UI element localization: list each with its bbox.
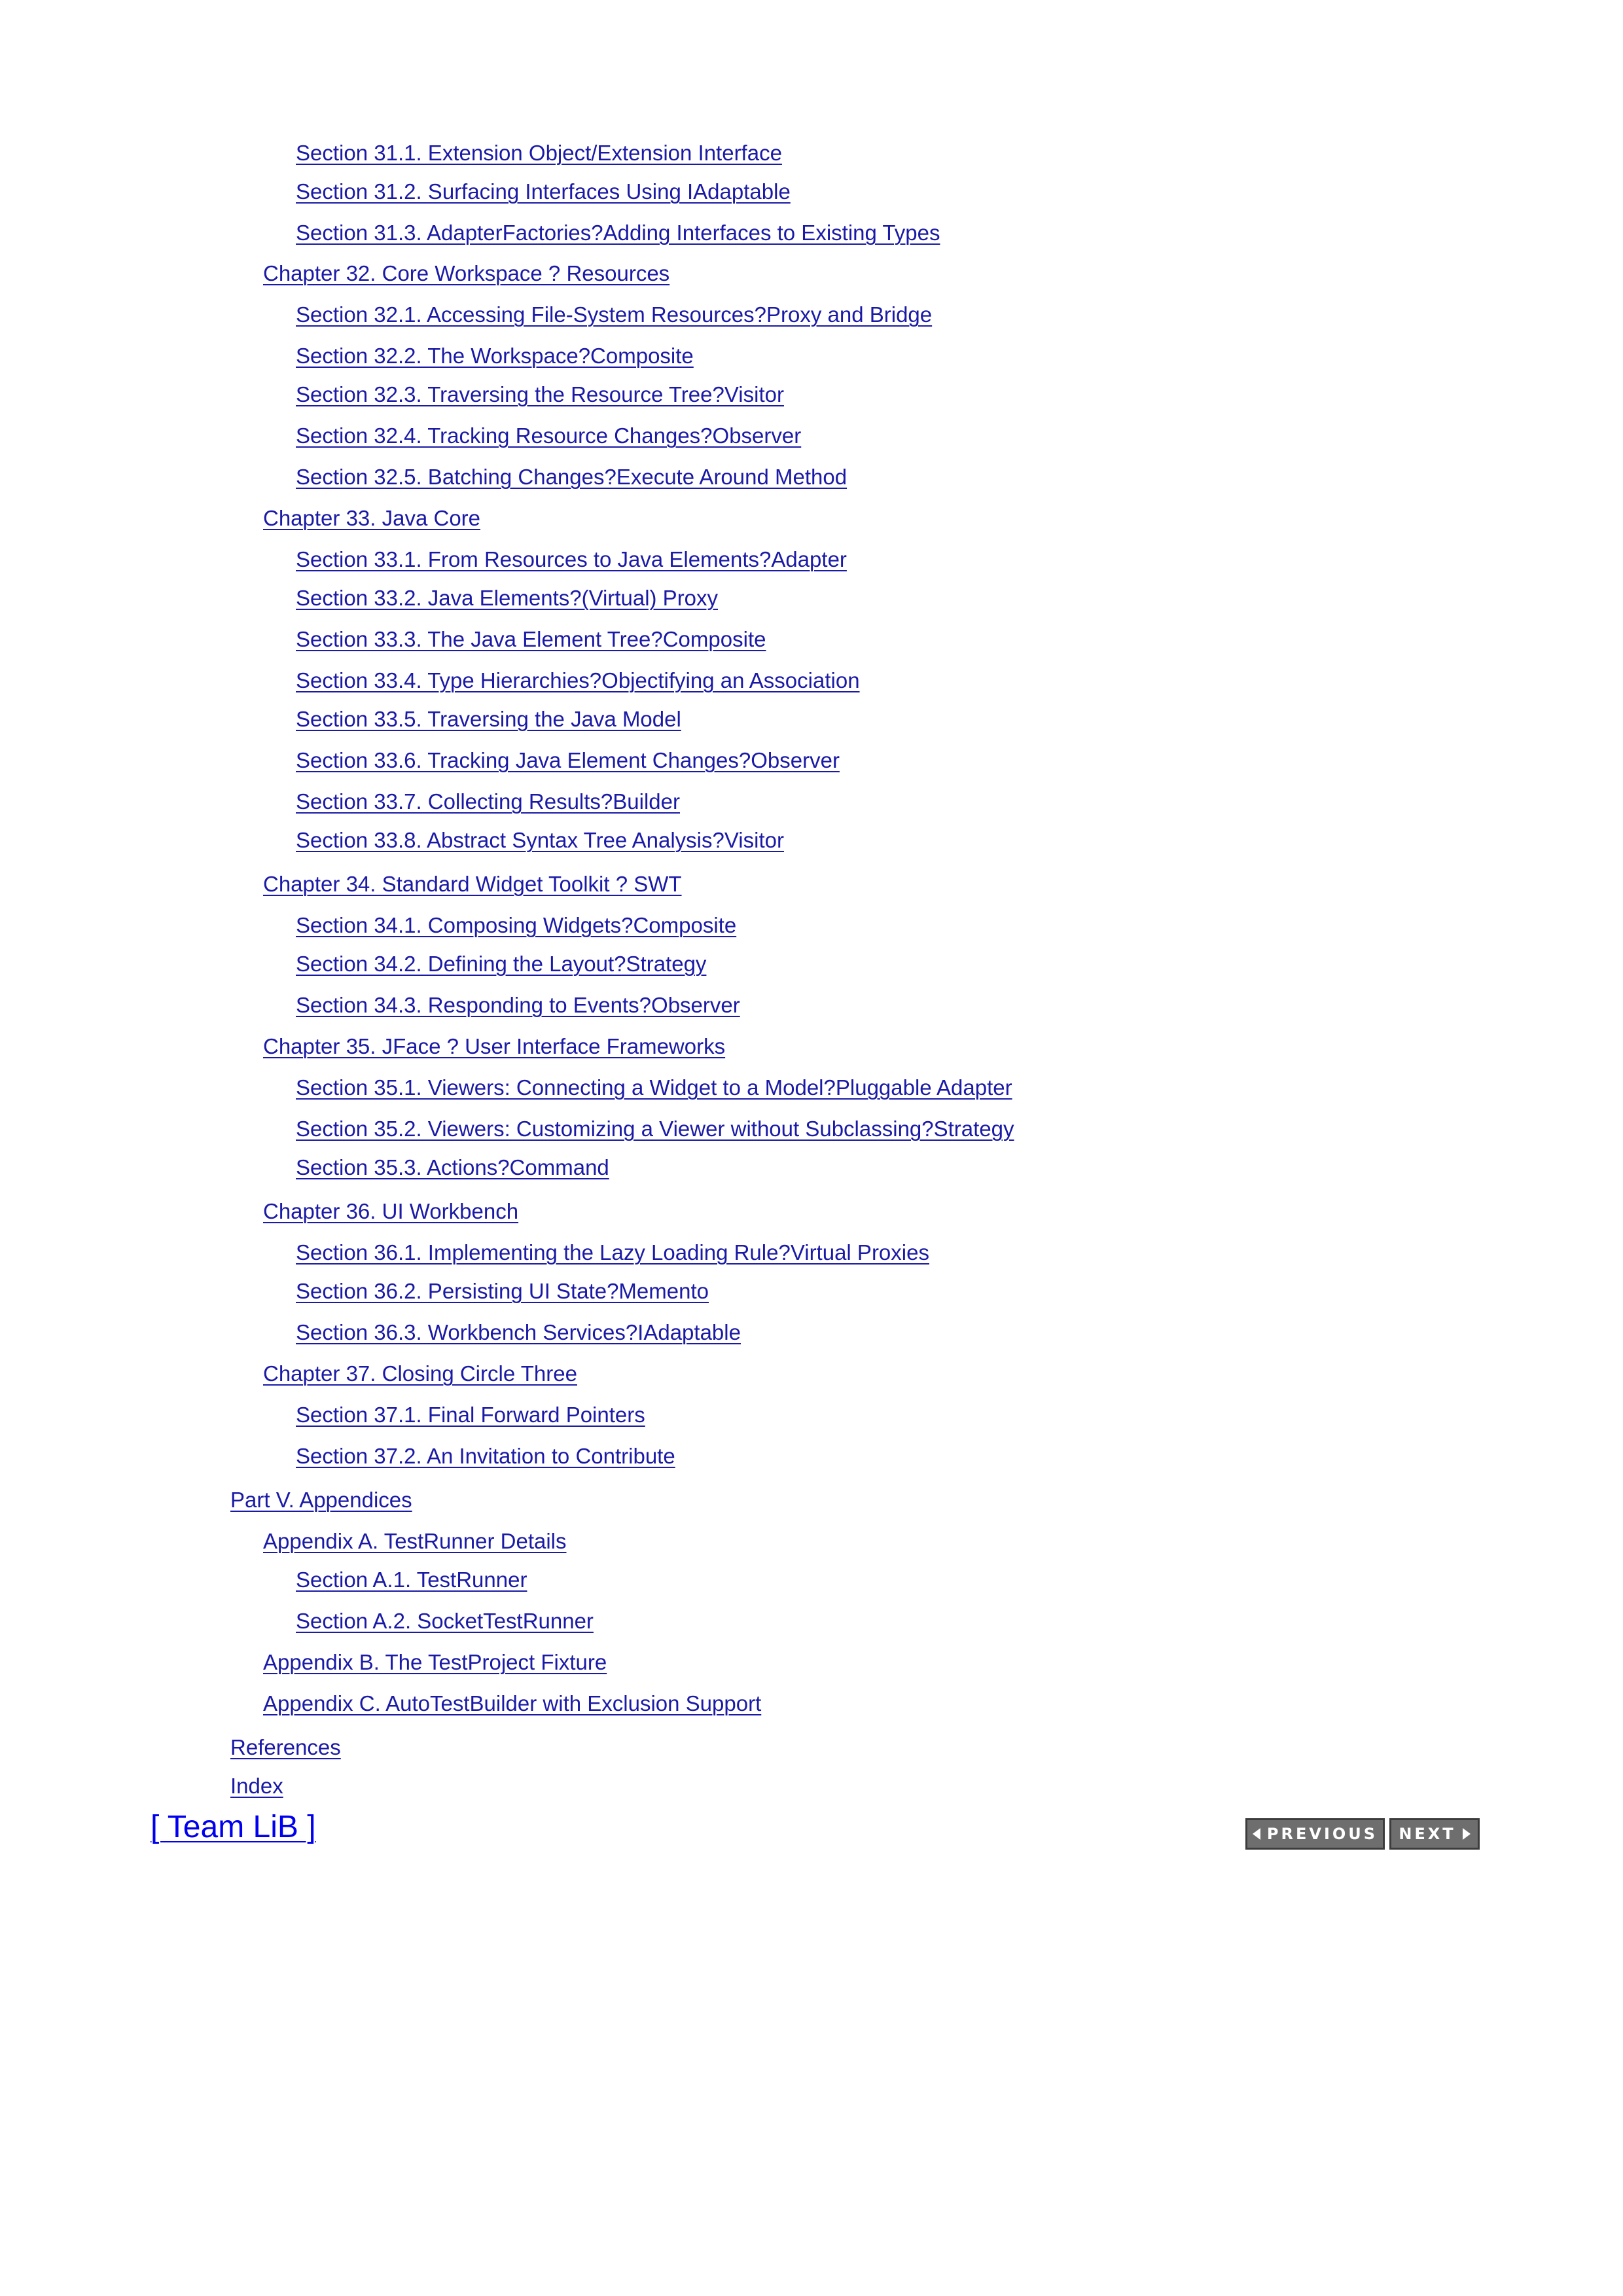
next-button[interactable] <box>1389 1818 1480 1850</box>
toc-entry[interactable] <box>296 220 940 246</box>
toc-entry[interactable] <box>296 827 784 853</box>
toc-link[interactable]: Section 33.4. Type Hierarchies?Objectifying an Association <box>296 668 860 692</box>
toc-entry[interactable] <box>296 423 801 449</box>
toc-link[interactable]: Chapter 34. Standard Widget Toolkit ? SWT <box>263 872 682 896</box>
arrow-right-icon <box>1463 1828 1471 1840</box>
toc-entry[interactable] <box>263 1528 567 1554</box>
toc-entry[interactable] <box>296 1567 527 1593</box>
toc-entry[interactable] <box>296 1443 675 1469</box>
toc-entry[interactable] <box>296 302 932 328</box>
toc-entry[interactable] <box>296 1402 645 1428</box>
toc-link[interactable]: Section 36.3. Workbench Services?IAdaptable <box>296 1320 741 1344</box>
toc-entry[interactable] <box>230 1734 341 1761</box>
toc-entry[interactable] <box>296 585 718 611</box>
toc-entry[interactable] <box>296 464 847 490</box>
toc-link[interactable]: Section 37.2. An Invitation to Contribute <box>296 1444 675 1468</box>
toc-link[interactable]: Section 36.1. Implementing the Lazy Loading Rule?Virtual Proxies <box>296 1240 929 1265</box>
team-lib-link-container[interactable] <box>151 1808 316 1847</box>
toc-link[interactable]: Section A.2. SocketTestRunner <box>296 1609 594 1633</box>
toc-link[interactable]: References <box>230 1735 341 1759</box>
toc-entry[interactable] <box>263 260 669 287</box>
previous-button[interactable] <box>1245 1818 1385 1850</box>
toc-link[interactable]: Section 35.3. Actions?Command <box>296 1155 609 1179</box>
toc-link[interactable]: Section 33.7. Collecting Results?Builder <box>296 789 680 814</box>
toc-entry[interactable] <box>263 871 682 897</box>
toc-link[interactable]: Chapter 35. JFace ? User Interface Frameworks <box>263 1034 726 1058</box>
toc-entry[interactable] <box>296 140 782 166</box>
toc-entry[interactable] <box>296 382 784 408</box>
toc-entry[interactable] <box>296 547 847 573</box>
next-label: NEXT <box>1399 1825 1456 1843</box>
toc-link[interactable]: Chapter 33. Java Core <box>263 506 481 530</box>
toc-entry[interactable] <box>296 747 840 774</box>
toc-entry[interactable] <box>296 1075 1012 1101</box>
toc-link[interactable]: Section 32.5. Batching Changes?Execute Around Method <box>296 465 847 489</box>
toc-entry[interactable] <box>263 1033 725 1060</box>
toc-link[interactable]: Section 33.3. The Java Element Tree?Composite <box>296 627 766 651</box>
toc-entry[interactable] <box>296 706 681 732</box>
arrow-left-icon <box>1253 1828 1260 1840</box>
previous-label: PREVIOUS <box>1266 1825 1378 1843</box>
toc-link[interactable]: Section 32.1. Accessing File-System Resources?Proxy and Bridge <box>296 302 933 327</box>
toc-link[interactable]: Section 37.1. Final Forward Pointers <box>296 1403 645 1427</box>
toc-link[interactable]: Section 33.2. Java Elements?(Virtual) Proxy <box>296 586 719 610</box>
toc-entry[interactable] <box>296 951 706 977</box>
toc-link[interactable]: Appendix C. AutoTestBuilder with Exclusion Support <box>263 1691 762 1715</box>
toc-link[interactable]: Chapter 36. UI Workbench <box>263 1199 519 1223</box>
toc-entry[interactable] <box>263 1198 518 1225</box>
toc-link[interactable]: Section 34.1. Composing Widgets?Composite <box>296 913 737 937</box>
toc-entry[interactable] <box>296 1319 741 1346</box>
toc-entry[interactable] <box>296 789 680 815</box>
toc-link[interactable]: Section 33.8. Abstract Syntax Tree Analysis?Visitor <box>296 828 784 852</box>
toc-entry[interactable] <box>230 1773 283 1799</box>
toc-entry[interactable] <box>296 1608 594 1634</box>
toc-entry[interactable] <box>230 1487 412 1513</box>
toc-entry[interactable] <box>296 668 860 694</box>
toc-entry[interactable] <box>263 1691 761 1717</box>
toc-link[interactable]: Section 35.1. Viewers: Connecting a Widget to a Model?Pluggable Adapter <box>296 1075 1012 1100</box>
toc-link[interactable]: Chapter 32. Core Workspace ? Resources <box>263 261 670 285</box>
toc-link[interactable]: Section 32.3. Traversing the Resource Tree?Visitor <box>296 382 784 406</box>
toc-entry[interactable] <box>296 343 694 369</box>
toc-link[interactable]: Section 32.4. Tracking Resource Changes?Observer <box>296 423 802 448</box>
toc-entry[interactable] <box>263 505 480 531</box>
toc-entry[interactable] <box>296 1240 929 1266</box>
toc-link[interactable]: Index <box>230 1774 283 1798</box>
toc-link[interactable]: Section A.1. TestRunner <box>296 1568 527 1592</box>
toc-link[interactable]: Section 32.2. The Workspace?Composite <box>296 344 694 368</box>
toc-entry[interactable] <box>296 1155 609 1181</box>
toc-link[interactable]: Section 31.3. AdapterFactories?Adding Interfaces to Existing Types <box>296 221 940 245</box>
toc-link[interactable]: Section 31.2. Surfacing Interfaces Using IAdaptable <box>296 179 791 204</box>
toc-entry[interactable] <box>296 179 791 205</box>
toc-entry[interactable] <box>296 626 766 653</box>
toc-link[interactable]: Appendix B. The TestProject Fixture <box>263 1650 607 1674</box>
team-lib-link[interactable]: [ Team LiB ] <box>151 1810 316 1844</box>
toc-link[interactable]: Appendix A. TestRunner Details <box>263 1529 567 1553</box>
toc-entry[interactable] <box>296 1116 1014 1142</box>
toc-link[interactable]: Section 36.2. Persisting UI State?Memento <box>296 1279 709 1303</box>
toc-link[interactable]: Section 35.2. Viewers: Customizing a Viewer without Subclassing?Strategy <box>296 1117 1014 1141</box>
toc-link[interactable]: Section 34.3. Responding to Events?Observer <box>296 993 740 1017</box>
toc-entry[interactable] <box>263 1361 577 1387</box>
toc-link[interactable]: Section 33.6. Tracking Java Element Changes?Observer <box>296 748 840 772</box>
toc-entry[interactable] <box>296 992 740 1018</box>
toc-link[interactable]: Section 31.1. Extension Object/Extension Interface <box>296 141 782 165</box>
toc-entry[interactable] <box>296 912 736 939</box>
toc-link[interactable]: Chapter 37. Closing Circle Three <box>263 1361 577 1386</box>
toc-link[interactable]: Section 33.1. From Resources to Java Elements?Adapter <box>296 547 847 571</box>
toc-entry[interactable] <box>263 1649 607 1676</box>
toc-link[interactable]: Section 33.5. Traversing the Java Model <box>296 707 681 731</box>
toc-link[interactable]: Section 34.2. Defining the Layout?Strategy <box>296 952 707 976</box>
toc-link[interactable]: Part V. Appendices <box>230 1488 412 1512</box>
toc-entry[interactable] <box>296 1278 709 1304</box>
